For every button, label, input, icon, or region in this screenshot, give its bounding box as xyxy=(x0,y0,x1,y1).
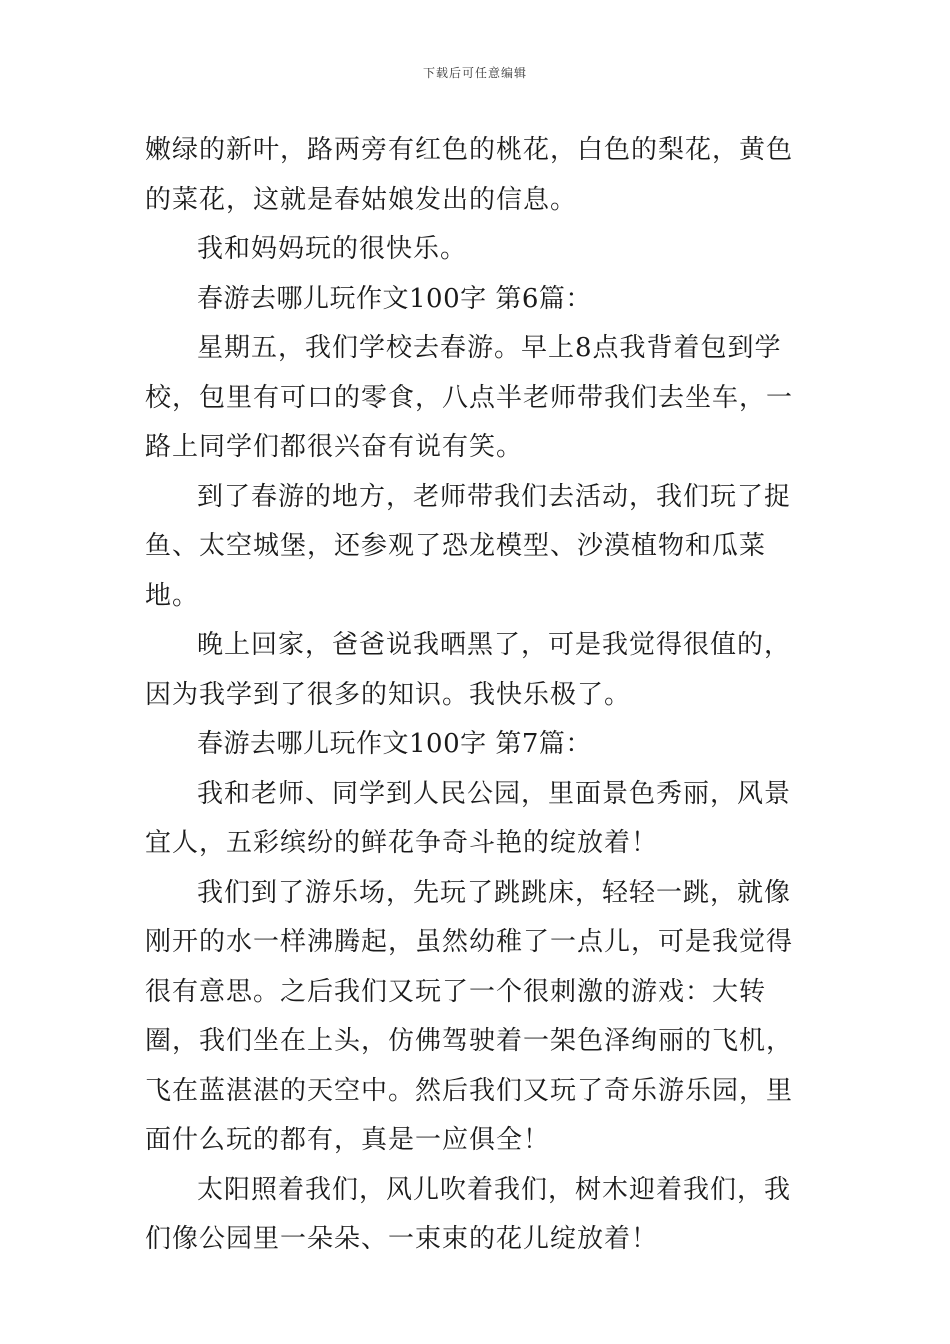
paragraph-continuation: 嫩绿的新叶，路两旁有红色的桃花，白色的梨花，黄色的菜花，这就是春姑娘发出的信息。 xyxy=(145,135,794,215)
essay-heading: 春游去哪儿玩作文100字 第7篇： xyxy=(197,729,592,759)
essay-heading: 春游去哪儿玩作文100字 第6篇： xyxy=(197,283,592,314)
paragraph: 我们到了游乐场，先玩了跳跳床，轻轻一跳，就像刚开的水一样沸腾起，虽然幼稚了一点儿，可是我觉得很有意思。之后我们又玩了一个很刺激的游戏：大转圈，我们坐在上头，仿佛驾驶着一架色泽绚丽的飞机，飞在蓝湛湛的天空中。然后我们又玩了奇乐游乐园，里面什么玩的都有，真是一应俱全！ xyxy=(145,877,794,1155)
paragraph: 到了春游的地方，老师带我们去活动，我们玩了捉鱼、太空城堡，还参观了恐龙模型、沙漠植物和瓜菜地。 xyxy=(145,481,792,611)
page-header: 下载后可任意编辑 xyxy=(422,66,527,80)
paragraph: 星期五，我们学校去春游。早上8点我背着包到学校，包里有可口的零食，八点半老师带我们去坐车，一路上同学们都很兴奋有说有笑。 xyxy=(145,333,794,462)
paragraph: 晚上回家，爸爸说我晒黑了，可是我觉得很值的，因为我学到了很多的知识。我快乐极了。 xyxy=(145,630,792,710)
paragraph: 太阳照着我们，风儿吹着我们，树木迎着我们，我们像公园里一朵朵、一束束的花儿绽放着！ xyxy=(145,1174,792,1254)
paragraph: 我和老师、同学到人民公园，里面景色秀丽，风景宜人，五彩缤纷的鲜花争奇斗艳的绽放着！ xyxy=(145,778,792,858)
paragraph: 我和妈妈玩的很快乐。 xyxy=(197,234,468,264)
document-body xyxy=(145,126,813,1265)
